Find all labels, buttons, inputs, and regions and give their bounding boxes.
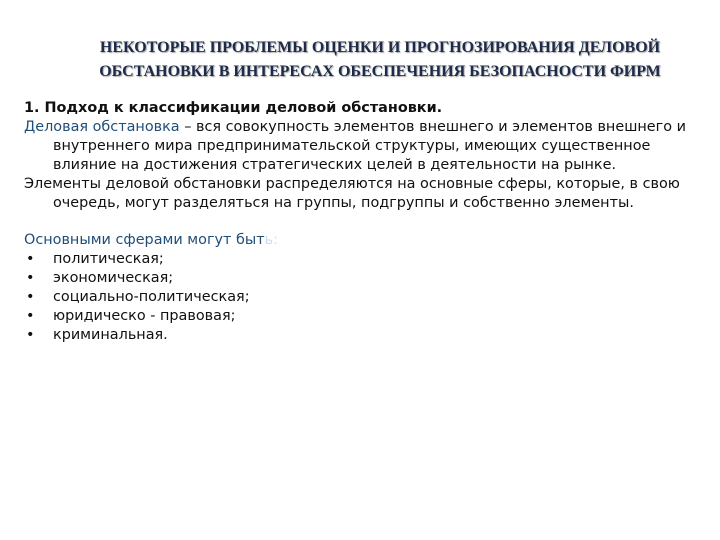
bullet-icon: • (26, 289, 35, 305)
list-item (24, 307, 694, 326)
definition-paragraph (24, 118, 694, 175)
spheres-intro-faded: ь: (264, 232, 278, 248)
list-item (24, 250, 694, 269)
list-item (24, 269, 694, 288)
list-item-label: юридическо - правовая; (53, 308, 236, 324)
slide-title (55, 36, 705, 84)
list-item-label: экономическая; (53, 270, 174, 286)
bullet-icon: • (26, 270, 35, 286)
list-item-label: криминальная. (53, 327, 168, 343)
slide-title-line-2: ОБСТАНОВКИ В ИНТЕРЕСАХ ОБЕСПЕЧЕНИЯ БЕЗОПАСНОСТИ ФИРМ (99, 63, 661, 80)
slide-body (24, 99, 694, 345)
slide-title-line-1: НЕКОТОРЫЕ ПРОБЛЕМЫ ОЦЕНКИ И ПРОГНОЗИРОВАНИЯ ДЕЛОВОЙ (99, 39, 661, 56)
section-heading: 1. Подход к классификации деловой обстановки. (24, 100, 443, 116)
spheres-list (24, 250, 694, 345)
bullet-icon: • (26, 327, 35, 343)
spacer (24, 213, 694, 231)
definition-text: – вся совокупность элементов внешнего и элементов внешнего и внутреннего мира предпринимательской структуры, имеющих существенное влияние на достижения стратегических целей в деятельности на рынке. (53, 119, 686, 173)
list-item (24, 326, 694, 345)
elements-paragraph: Элементы деловой обстановки распределяются на основные сферы, которые, в свою очередь, могут разделяться на группы, подгруппы и собственно элементы. (24, 176, 680, 211)
bullet-icon: • (26, 308, 35, 324)
list-item (24, 288, 694, 307)
spheres-intro (24, 231, 694, 250)
bullet-icon: • (26, 251, 35, 267)
definition-term: Деловая обстановка (24, 119, 180, 135)
list-item-label: социально-политическая; (53, 289, 250, 305)
list-item-label: политическая; (53, 251, 164, 267)
spheres-intro-text: Основными сферами могут быт (24, 232, 265, 248)
